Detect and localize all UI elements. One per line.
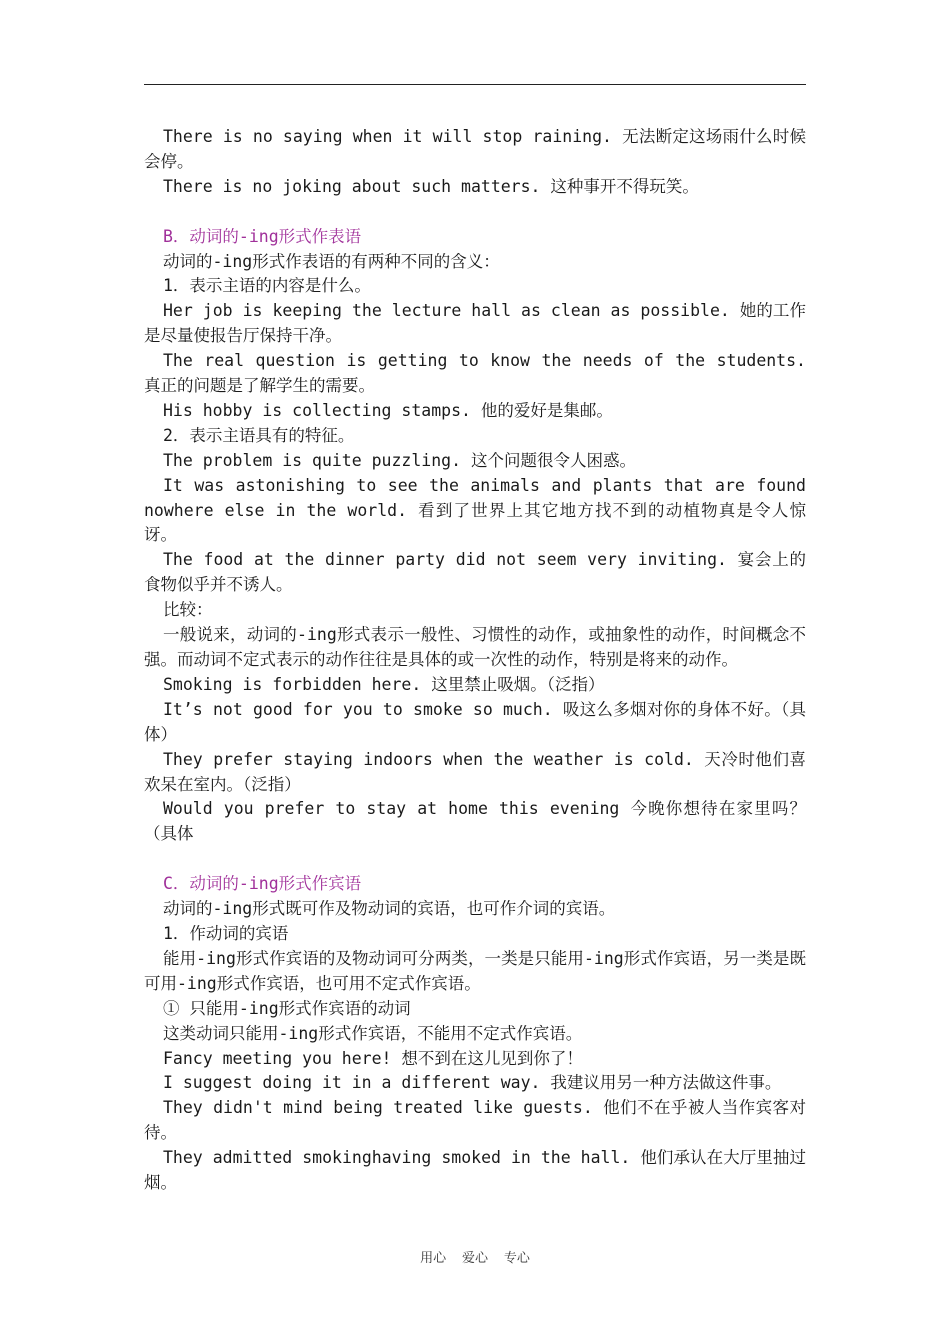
paragraph: 1．作动词的宾语 bbox=[163, 923, 289, 943]
section-heading-c: C．动词的-ing形式作宾语 bbox=[163, 874, 362, 894]
paragraph: It was astonishing to see the animals and plants that are found nowhere else in the world. 看到了世界上其它地方找不到的动植物真是令人惊讶。 bbox=[144, 475, 806, 545]
paragraph: There is no saying when it will stop raining. 无法断定这场雨什么时候会停。 bbox=[144, 127, 806, 171]
paragraph: They admitted smokinghaving smoked in the hall. 他们承认在大厅里抽过烟。 bbox=[144, 1148, 806, 1193]
paragraph: Would you prefer to stay at home this evening 今晚你想待在家里吗？（具体 bbox=[144, 799, 806, 844]
paragraph: There is no joking about such matters. 这种事开不得玩笑。 bbox=[163, 176, 699, 196]
paragraph: Smoking is forbidden here. 这里禁止吸烟。（泛指） bbox=[163, 674, 605, 694]
paragraph: 动词的-ing形式作表语的有两种不同的含义： bbox=[163, 251, 500, 271]
page-footer: 用心 爱心 专心 bbox=[420, 1251, 530, 1266]
spacer bbox=[144, 200, 806, 225]
section-heading-b: B．动词的-ing形式作表语 bbox=[163, 226, 362, 246]
paragraph: 能用-ing形式作宾语的及物动词可分两类，一类是只能用-ing形式作宾语，另一类是既可用-ing形式作宾语，也可用不定式作宾语。 bbox=[144, 948, 806, 993]
paragraph: They prefer staying indoors when the weather is cold. 天冷时他们喜欢呆在室内。（泛指） bbox=[144, 749, 806, 794]
paragraph: ① 只能用-ing形式作宾语的动词 bbox=[163, 998, 411, 1018]
paragraph: His hobby is collecting stamps. 他的爱好是集邮。 bbox=[163, 400, 613, 420]
paragraph: The problem is quite puzzling. 这个问题很令人困惑。 bbox=[163, 450, 636, 470]
paragraph: I suggest doing it in a different way. 我建议用另一种方法做这件事。 bbox=[163, 1073, 782, 1093]
paragraph: 一般说来，动词的-ing形式表示一般性、习惯性的动作，或抽象性的动作，时间概念不强。而动词不定式表示的动作往往是具体的或一次性的动作，特别是将来的动作。 bbox=[144, 625, 806, 670]
paragraph: They didn't mind being treated like guests. 他们不在乎被人当作宾客对待。 bbox=[144, 1098, 806, 1143]
paragraph: 1．表示主语的内容是什么。 bbox=[163, 276, 371, 296]
paragraph: Fancy meeting you here! 想不到在这儿见到你了！ bbox=[163, 1048, 583, 1068]
paragraph: Her job is keeping the lecture hall as clean as possible. 她的工作是尽量使报告厅保持干净。 bbox=[144, 301, 806, 346]
paragraph: It’s not good for you to smoke so much. 吸这么多烟对你的身体不好。（具体） bbox=[144, 699, 806, 744]
paragraph: The food at the dinner party did not seem very inviting. 宴会上的食物似乎并不诱人。 bbox=[144, 550, 806, 595]
paragraph: 这类动词只能用-ing形式作宾语，不能用不定式作宾语。 bbox=[163, 1023, 583, 1043]
paragraph: 动词的-ing形式既可作及物动词的宾语，也可作介词的宾语。 bbox=[163, 899, 616, 919]
paragraph: 比较： bbox=[163, 600, 213, 620]
spacer bbox=[144, 847, 806, 872]
document-body bbox=[144, 125, 806, 1196]
header-rule bbox=[144, 84, 806, 85]
paragraph: 2．表示主语具有的特征。 bbox=[163, 425, 355, 445]
paragraph: The real question is getting to know the needs of the students. 真正的问题是了解学生的需要。 bbox=[144, 351, 806, 396]
